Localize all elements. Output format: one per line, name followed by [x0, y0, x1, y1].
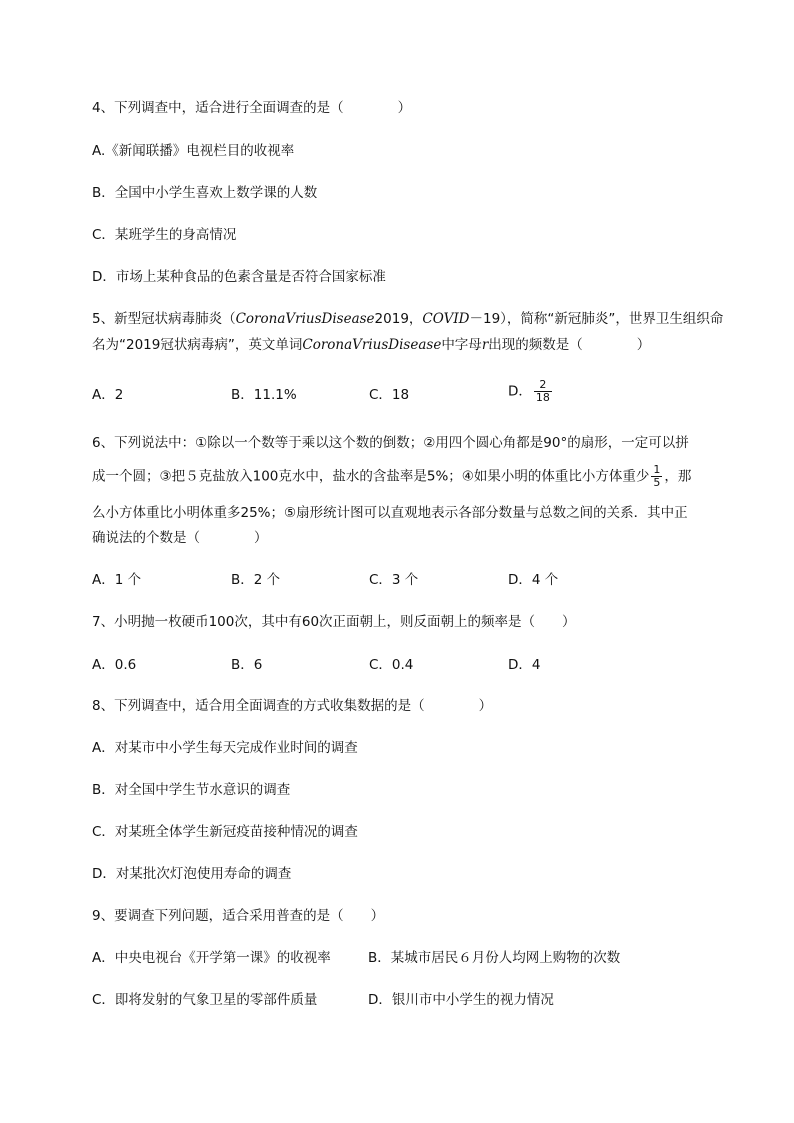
q6-stem-line3: 么小方体重比小明体重多25%；⑤扇形统计图可以直观地表示各部分数量与总数之间的关系．其中正 — [92, 505, 688, 521]
q7-option-c: C．0.4 — [369, 657, 414, 673]
q8-option-d: D．对某批次灯泡使用寿命的调查 — [92, 866, 292, 882]
q5-option-a: A．2 — [92, 387, 124, 403]
q6-fraction-one-fifth: $\frac{1}{5}$ — [653, 463, 661, 489]
q9-option-a: A．中央电视台《开学第一课》的收视率 — [92, 950, 331, 966]
q7-option-a: A．0.6 — [92, 657, 137, 673]
q4-option-d: D．市场上某种食品的色素含量是否符合国家标准 — [92, 269, 386, 285]
q4-stem: 4、下列调查中，适合进行全面调查的是（ ） — [92, 100, 412, 116]
q5-option-b: B．11.1% — [231, 387, 297, 403]
q6-option-a: A．1 个 — [92, 572, 142, 588]
q5-option-d: D． $\frac{2}{18}$ — [508, 378, 550, 404]
q9-stem: 9、要调查下列问题，适合采用普查的是（ ） — [92, 908, 385, 924]
q8-option-c: C．对某班全体学生新冠疫苗接种情况的调查 — [92, 824, 358, 840]
q8-option-a: A．对某市中小学生每天完成作业时间的调查 — [92, 740, 358, 756]
q7-stem: 7、小明抛一枚硬币100次，其中有60次正面朝上，则反面朝上的频率是（ ） — [92, 614, 576, 630]
q6-stem-line4: 确说法的个数是（ ） — [92, 530, 268, 546]
q5-math-letter-r: r — [481, 337, 489, 353]
q6-option-d: D．4 个 — [508, 572, 559, 588]
q5-math-disease: CoronaVriusDisease — [235, 311, 375, 327]
q5-option-d-fraction: $\frac{2}{18}$ — [535, 378, 550, 404]
q4-option-a: A.《新闻联播》电视栏目的收视率 — [92, 143, 295, 159]
q5-stem-line2: 名为“2019冠状病毒病”，英文单词CoronaVriusDisease中字母r出现的频数是（ ） — [92, 337, 651, 353]
q6-stem-line2: 成一个圆；③把５克盐放入100克水中，盐水的含盐率是5%；④如果小明的体重比小方体重少 $\frac{1}{5}$ ，那 — [92, 463, 692, 489]
q5-math-word: CoronaVriusDisease — [302, 337, 442, 353]
q9-option-b: B．某城市居民６月份人均网上购物的次数 — [368, 950, 621, 966]
q4-option-c: C．某班学生的身高情况 — [92, 227, 237, 243]
q6-option-b: B．2 个 — [231, 572, 281, 588]
q8-option-b: B．对全国中学生节水意识的调查 — [92, 782, 291, 798]
q9-option-c: C．即将发射的气象卫星的零部件质量 — [92, 992, 318, 1008]
q4-option-b: B．全国中小学生喜欢上数学课的人数 — [92, 185, 318, 201]
q5-stem-line1: 5、新型冠状病毒肺炎（CoronaVriusDisease2019，COVID－19），简称“新冠肺炎”，世界卫生组织命 — [92, 311, 724, 327]
q6-stem-line1: 6、下列说法中：①除以一个数等于乘以这个数的倒数；②用四个圆心角都是90°的扇形，一定可以拼 — [92, 435, 689, 451]
q9-option-d: D．银川市中小学生的视力情况 — [368, 992, 554, 1008]
q7-option-b: B．6 — [231, 657, 263, 673]
q6-option-c: C．3 个 — [369, 572, 419, 588]
q8-stem: 8、下列调查中，适合用全面调查的方式收集数据的是（ ） — [92, 698, 493, 714]
q5-option-c: C．18 — [369, 387, 410, 403]
q5-math-covid: COVID — [422, 311, 470, 327]
q7-option-d: D．4 — [508, 657, 541, 673]
